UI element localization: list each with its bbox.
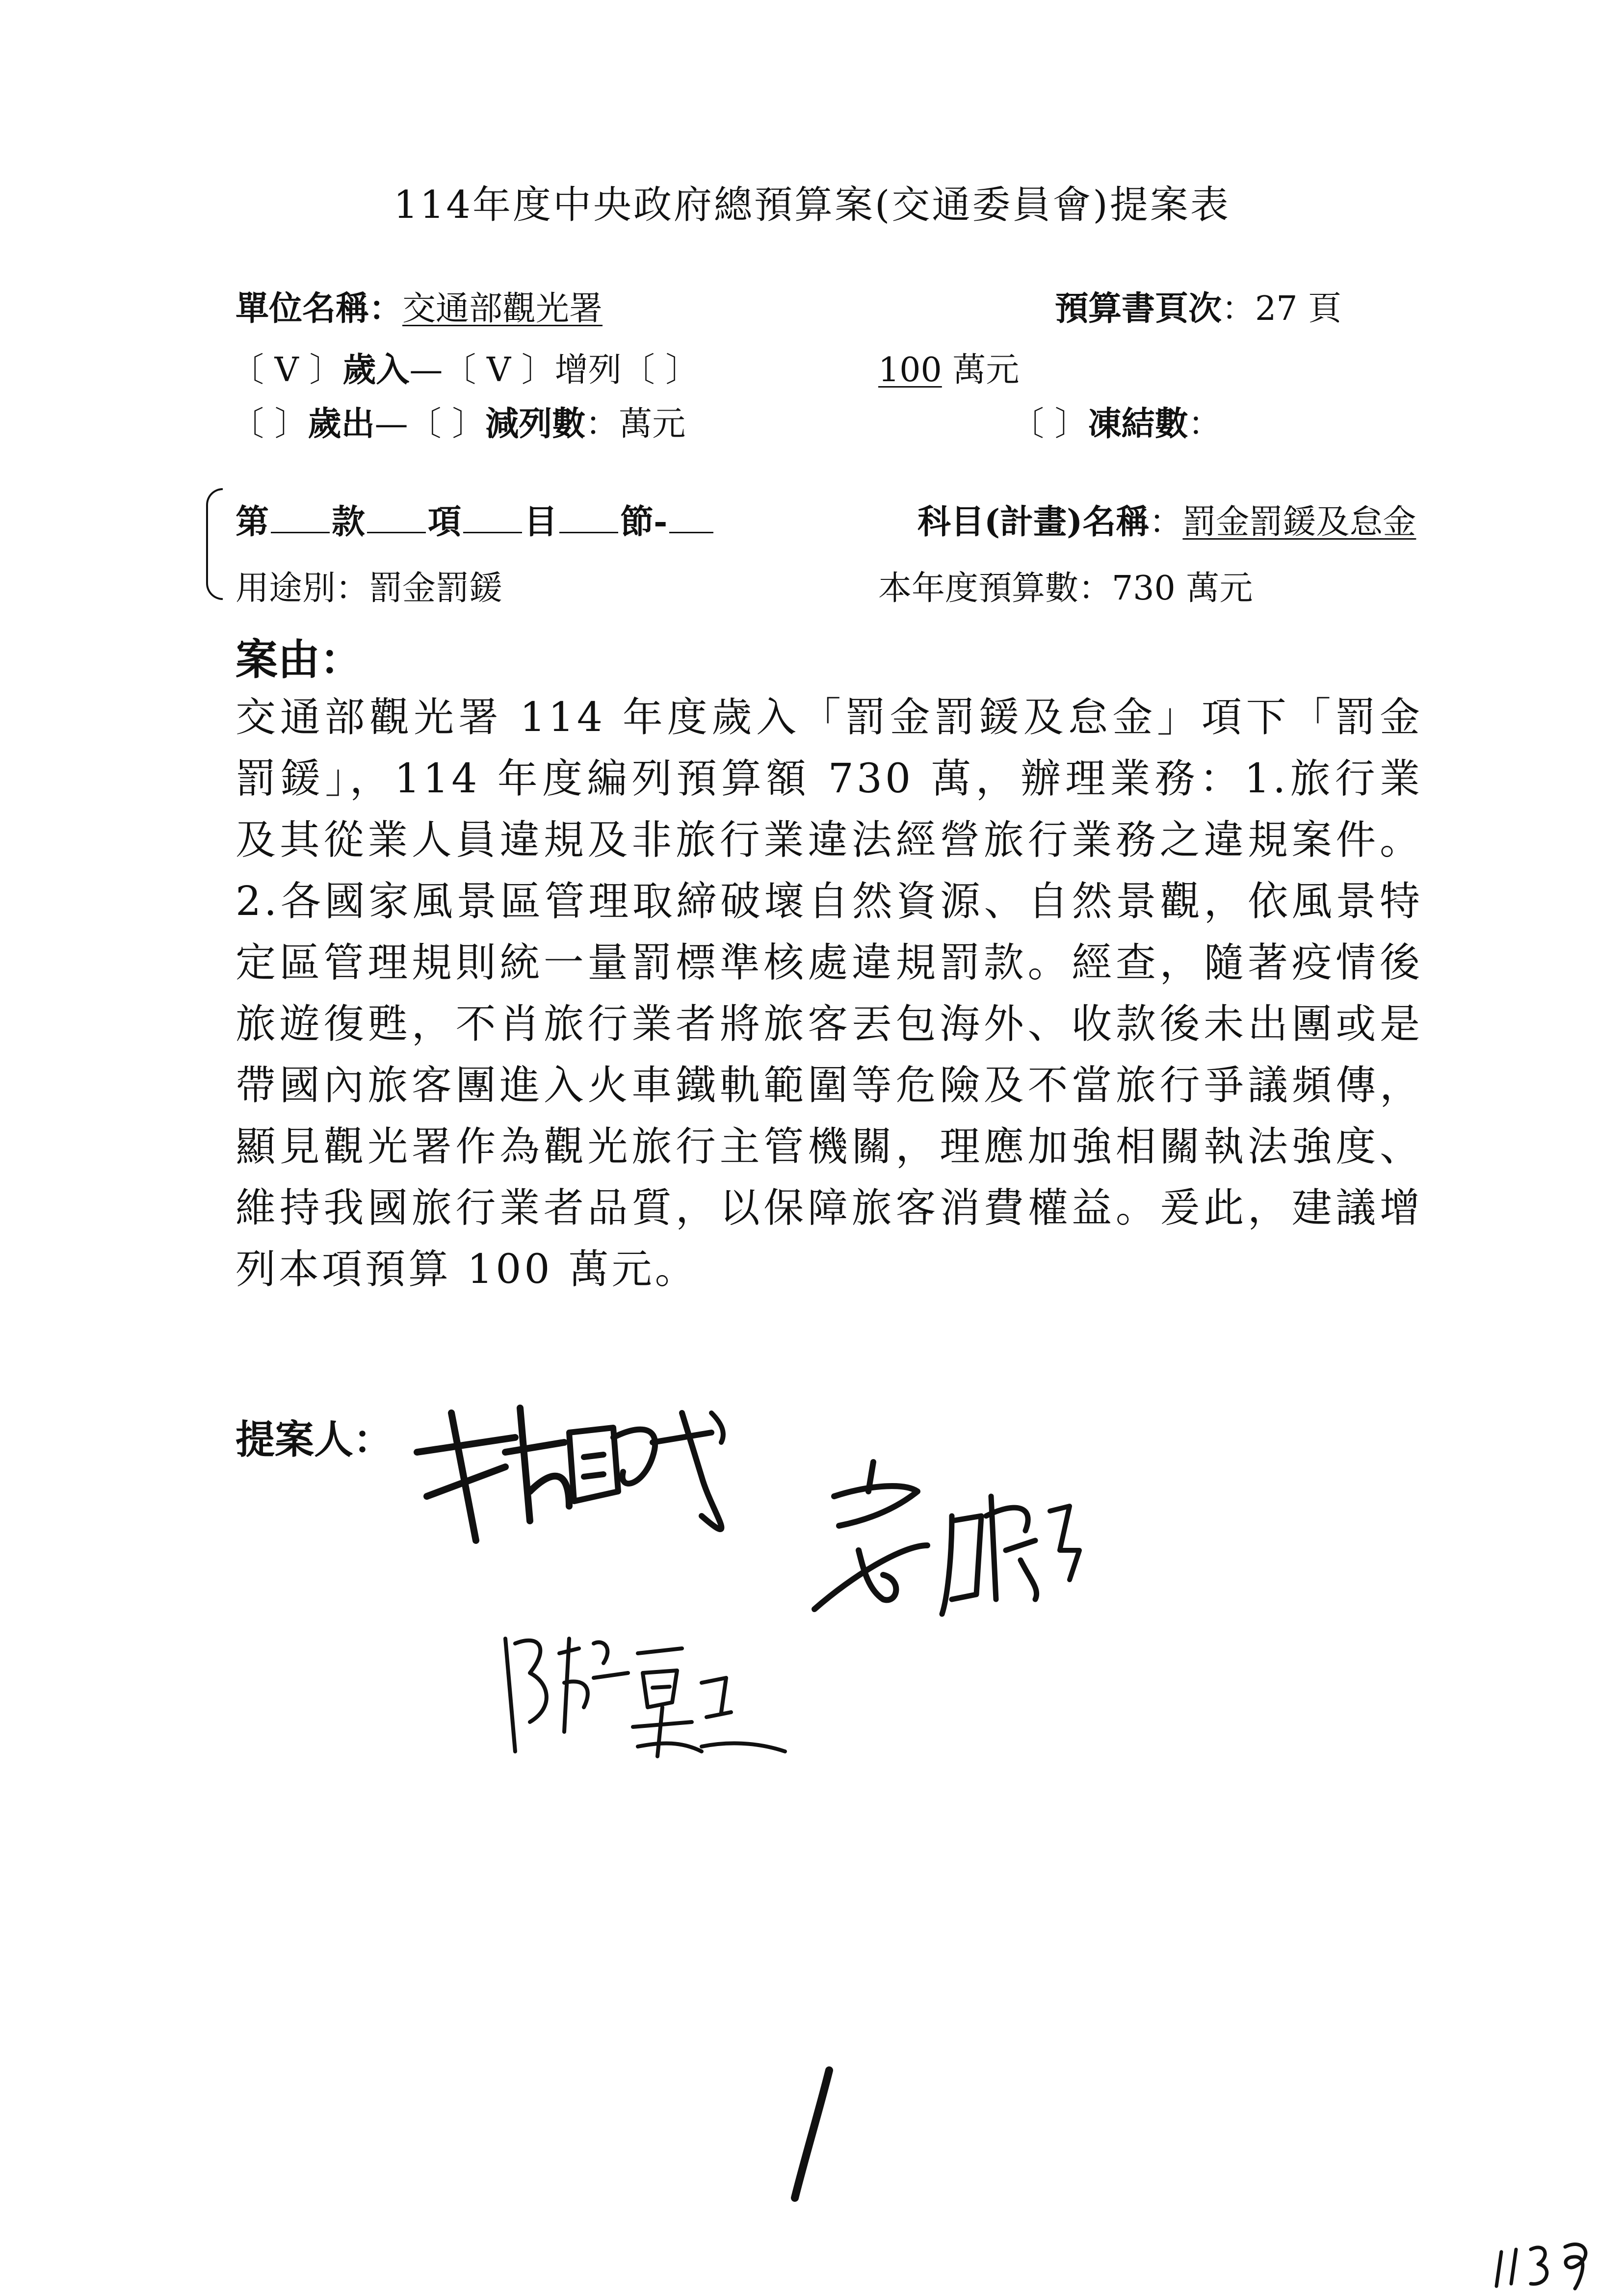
signature-2 — [805, 1452, 1109, 1629]
increase-bracket: 〔 〕 — [621, 351, 699, 390]
annual-budget: 本年度預算數：730 萬元 — [878, 569, 1253, 608]
increase-amount — [878, 343, 1019, 391]
expenditure-label: 歲出 — [308, 404, 375, 444]
decrease-label: 減列數 — [485, 404, 586, 444]
expenditure-line — [231, 397, 685, 445]
unit-row — [236, 282, 602, 330]
expenditure-dash-check: —〔 〕 — [374, 405, 486, 444]
budget-page-row — [1055, 282, 1341, 330]
revenue-check: 〔 V 〕 — [231, 351, 343, 390]
blank-field — [271, 504, 330, 533]
reason-text: 交通部觀光署 114 年度歲入「罰金罰鍰及怠金」項下「罰金罰鍰」，114 年度編列預算額 730 萬，辦理業務：1.旅行業及其從業人員違規及非旅行業違法經營旅行業務之違規案件。2.各國家風景區管理取締破壞自然資源、自然景觀，依風景特定區管理規則統一量罰標準核處違規罰款。經查，隨著疫情後旅遊復甦，不肖旅行業者將旅客丟包海外、收款後未出團或是帶國內旅客團進入火車鐵軌範圍等危險及不當旅行爭議頻傳，顯見觀光署作為觀光旅行主管機關，理應加強相關執法強度、維持我國旅行業者品質，以保障旅客消費權益。爰此，建議增列本項預算 100 萬元。 — [236, 694, 1423, 1293]
signature-1 — [407, 1393, 741, 1570]
section-jie: 節- — [620, 502, 668, 542]
increase-label: 增列 — [554, 351, 622, 390]
usage-label: 用途別：罰金罰鍰 — [236, 569, 503, 608]
section-xiang: 項 — [428, 502, 462, 542]
unit-label: 單位名稱： — [236, 289, 403, 328]
budget-page-value: ：27 頁 — [1222, 289, 1342, 328]
subject-row — [917, 496, 1416, 543]
increase-amount-unit: 萬元 — [942, 351, 1020, 390]
signature-3 — [496, 1609, 790, 1766]
freeze-label: 凍結數 — [1088, 404, 1188, 444]
freeze-colon: ： — [1188, 405, 1222, 444]
subject-colon: ： — [1149, 503, 1183, 542]
revenue-label: 歲入 — [342, 350, 410, 390]
freeze-line — [1011, 397, 1222, 445]
subject-value: 罰金罰鍰及怠金 — [1182, 503, 1416, 542]
freeze-check: 〔 〕 — [1011, 405, 1088, 444]
expenditure-check: 〔 〕 — [231, 405, 308, 444]
blank-field — [463, 504, 522, 533]
form-title: 114年度中央政府總預算案(交通委員會)提案表 — [393, 183, 1231, 227]
handwritten-mark — [785, 2061, 844, 2208]
unit-value: 交通部觀光署 — [402, 289, 603, 328]
subject-label: 科目(計畫)名稱 — [917, 502, 1150, 542]
reason-label: 案由： — [236, 635, 362, 684]
section-kuan: 第 — [236, 502, 269, 542]
section-k2: 款 — [332, 502, 366, 542]
blank-field — [559, 504, 618, 533]
budget-page-label: 預算書頁次 — [1055, 289, 1222, 328]
decrease-amount: ：萬元 — [585, 405, 686, 444]
proposer-label: 提案人： — [236, 1416, 393, 1462]
blank-field — [367, 504, 426, 533]
blank-field — [669, 504, 713, 533]
handwritten-page-number — [1492, 2237, 1609, 2291]
revenue-dash-check: —〔 V 〕 — [409, 351, 555, 390]
revenue-line — [231, 343, 699, 391]
increase-amount-value: 100 — [878, 351, 942, 390]
section-line — [236, 496, 715, 543]
section-mu: 目 — [524, 502, 558, 542]
section-bracket — [206, 488, 223, 600]
